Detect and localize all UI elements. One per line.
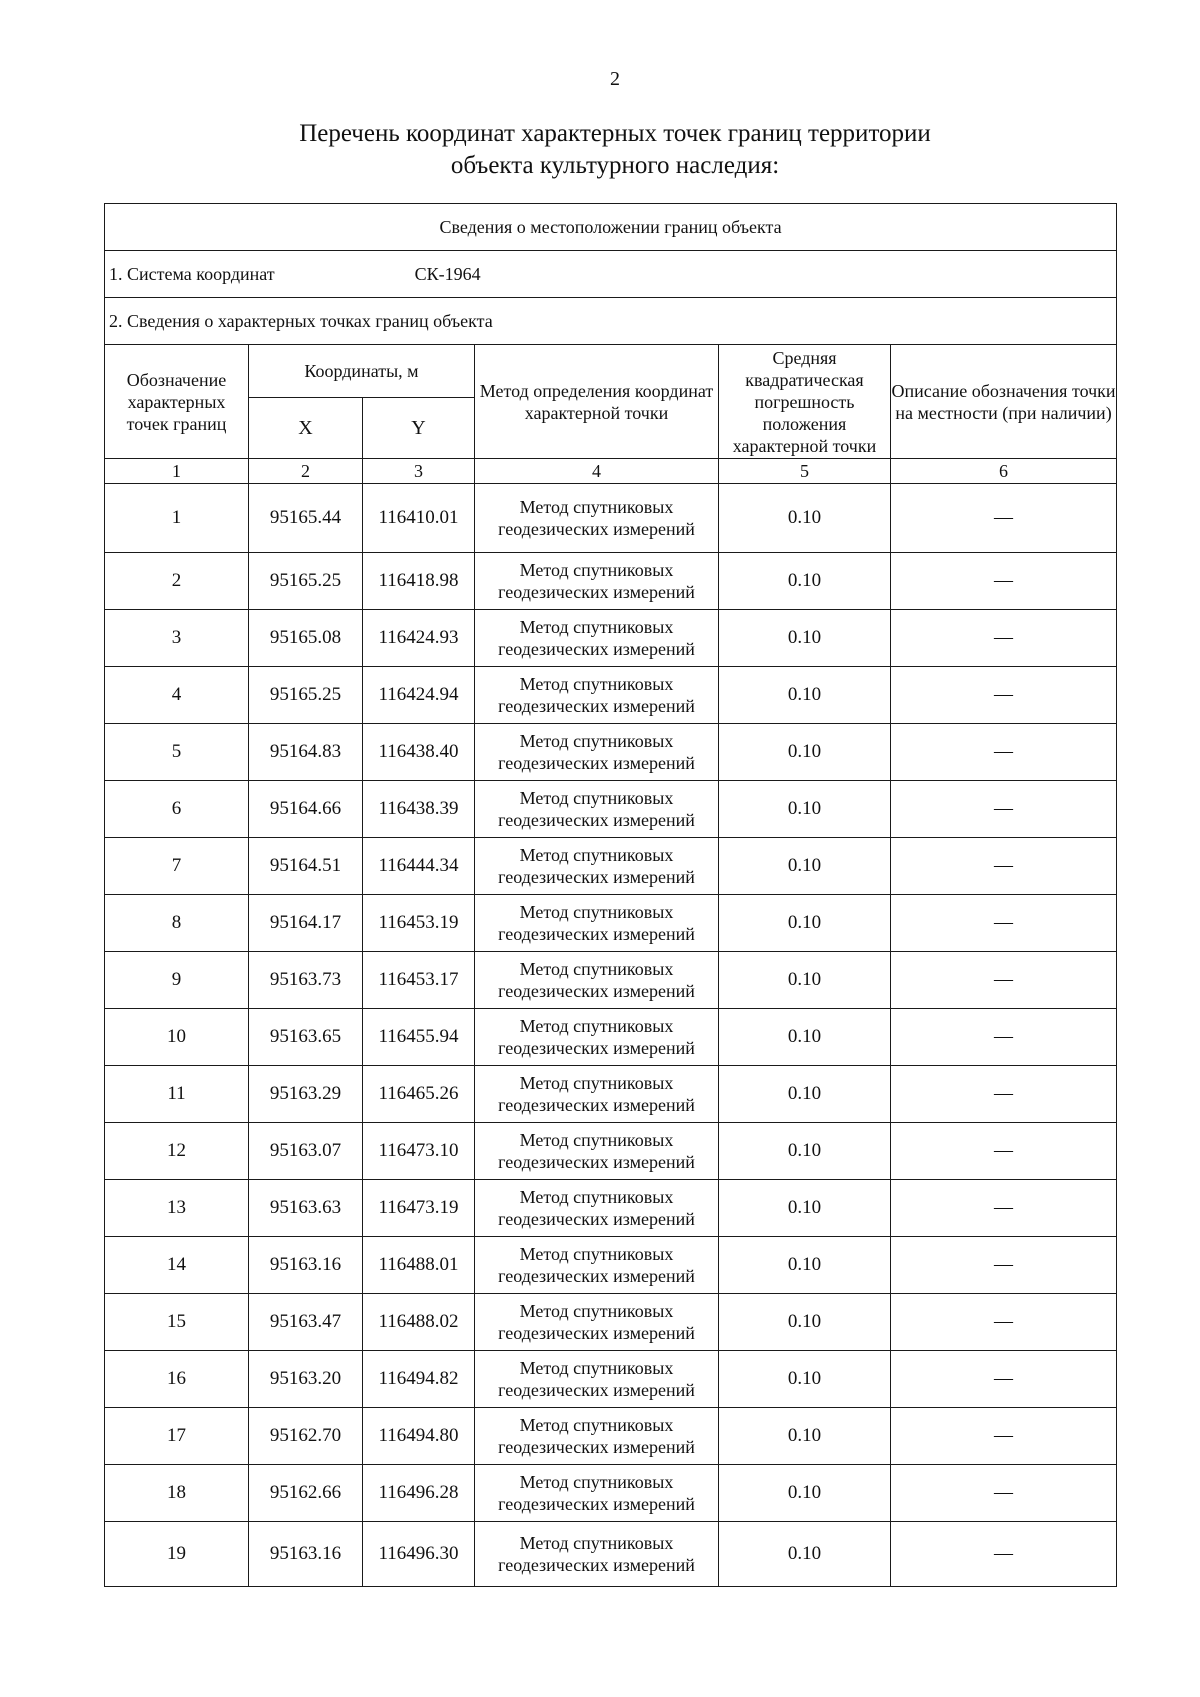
coordinates-table	[104, 203, 1117, 1587]
cell-y: 116496.30	[363, 1522, 475, 1587]
cell-x: 95163.29	[249, 1066, 363, 1123]
cell-x: 95165.25	[249, 553, 363, 610]
cell-y: 116453.19	[363, 895, 475, 952]
cell-point: 8	[105, 895, 249, 952]
cell-point: 14	[105, 1237, 249, 1294]
cell-error: 0.10	[719, 484, 891, 553]
cell-y: 116494.82	[363, 1351, 475, 1408]
section-title: Сведения о местоположении границ объекта	[105, 204, 1117, 251]
cell-y: 116496.28	[363, 1465, 475, 1522]
cell-x: 95165.44	[249, 484, 363, 553]
cell-x: 95163.07	[249, 1123, 363, 1180]
cell-method: Метод спутниковых геодезических измерений	[475, 1408, 719, 1465]
cell-x: 95163.16	[249, 1522, 363, 1587]
cell-x: 95163.20	[249, 1351, 363, 1408]
cell-point: 1	[105, 484, 249, 553]
cell-x: 95163.63	[249, 1180, 363, 1237]
table-row	[105, 553, 1117, 610]
points-section-label: 2. Сведения о характерных точках границ объекта	[105, 298, 1117, 345]
header-description: Описание обозначения точки на местности (при наличии)	[891, 345, 1117, 459]
cell-x: 95162.66	[249, 1465, 363, 1522]
document-title	[0, 118, 1200, 182]
column-number-1: 1	[105, 459, 249, 484]
table-row	[105, 667, 1117, 724]
cell-y: 116438.39	[363, 781, 475, 838]
coord-system-row	[105, 251, 1117, 298]
cell-error: 0.10	[719, 1180, 891, 1237]
header-method: Метод определения координат характерной точки	[475, 345, 719, 459]
header-coords: Координаты, м	[249, 345, 475, 398]
table-row	[105, 1465, 1117, 1522]
cell-y: 116494.80	[363, 1408, 475, 1465]
table-row	[105, 1294, 1117, 1351]
cell-error: 0.10	[719, 724, 891, 781]
cell-description: —	[891, 1294, 1117, 1351]
cell-y: 116424.94	[363, 667, 475, 724]
cell-y: 116410.01	[363, 484, 475, 553]
cell-error: 0.10	[719, 1522, 891, 1587]
cell-x: 95164.83	[249, 724, 363, 781]
cell-point: 13	[105, 1180, 249, 1237]
table-row	[105, 724, 1117, 781]
column-number-2: 2	[249, 459, 363, 484]
coord-system-value: СК-1964	[414, 263, 481, 284]
cell-error: 0.10	[719, 1351, 891, 1408]
table-row	[105, 895, 1117, 952]
cell-method: Метод спутниковых геодезических измерений	[475, 1465, 719, 1522]
cell-y: 116453.17	[363, 952, 475, 1009]
cell-method: Метод спутниковых геодезических измерений	[475, 484, 719, 553]
cell-method: Метод спутниковых геодезических измерений	[475, 1009, 719, 1066]
column-number-5: 5	[719, 459, 891, 484]
cell-description: —	[891, 1237, 1117, 1294]
cell-x: 95163.16	[249, 1237, 363, 1294]
header-point: Обозначение характерных точек границ	[105, 345, 249, 459]
cell-error: 0.10	[719, 667, 891, 724]
cell-method: Метод спутниковых геодезических измерений	[475, 895, 719, 952]
table-row	[105, 484, 1117, 553]
table-row	[105, 1066, 1117, 1123]
cell-point: 2	[105, 553, 249, 610]
table-row	[105, 1009, 1117, 1066]
cell-point: 7	[105, 838, 249, 895]
cell-method: Метод спутниковых геодезических измерений	[475, 1237, 719, 1294]
cell-point: 11	[105, 1066, 249, 1123]
cell-error: 0.10	[719, 1294, 891, 1351]
cell-point: 12	[105, 1123, 249, 1180]
cell-description: —	[891, 1066, 1117, 1123]
cell-description: —	[891, 1009, 1117, 1066]
cell-error: 0.10	[719, 553, 891, 610]
cell-x: 95163.47	[249, 1294, 363, 1351]
table-row	[105, 781, 1117, 838]
table-row	[105, 1408, 1117, 1465]
header-y: Y	[363, 398, 475, 459]
cell-description: —	[891, 1522, 1117, 1587]
cell-description: —	[891, 667, 1117, 724]
cell-error: 0.10	[719, 1408, 891, 1465]
cell-method: Метод спутниковых геодезических измерений	[475, 1123, 719, 1180]
table-row	[105, 952, 1117, 1009]
cell-description: —	[891, 781, 1117, 838]
cell-x: 95165.08	[249, 610, 363, 667]
cell-method: Метод спутниковых геодезических измерений	[475, 1522, 719, 1587]
table-row	[105, 1237, 1117, 1294]
cell-point: 10	[105, 1009, 249, 1066]
cell-method: Метод спутниковых геодезических измерений	[475, 667, 719, 724]
cell-error: 0.10	[719, 838, 891, 895]
cell-description: —	[891, 952, 1117, 1009]
page-number: 2	[610, 68, 620, 90]
column-number-6: 6	[891, 459, 1117, 484]
cell-y: 116418.98	[363, 553, 475, 610]
cell-x: 95164.66	[249, 781, 363, 838]
cell-description: —	[891, 895, 1117, 952]
table-row	[105, 1123, 1117, 1180]
cell-point: 3	[105, 610, 249, 667]
cell-x: 95164.17	[249, 895, 363, 952]
cell-method: Метод спутниковых геодезических измерений	[475, 1066, 719, 1123]
cell-y: 116488.01	[363, 1237, 475, 1294]
cell-description: —	[891, 610, 1117, 667]
cell-point: 5	[105, 724, 249, 781]
cell-point: 19	[105, 1522, 249, 1587]
cell-error: 0.10	[719, 610, 891, 667]
cell-error: 0.10	[719, 1066, 891, 1123]
table-row	[105, 838, 1117, 895]
cell-y: 116424.93	[363, 610, 475, 667]
cell-y: 116438.40	[363, 724, 475, 781]
coord-system-label: 1. Система координат	[109, 263, 275, 284]
cell-description: —	[891, 1180, 1117, 1237]
cell-method: Метод спутниковых геодезических измерений	[475, 1351, 719, 1408]
cell-method: Метод спутниковых геодезических измерений	[475, 1294, 719, 1351]
cell-method: Метод спутниковых геодезических измерений	[475, 952, 719, 1009]
cell-point: 17	[105, 1408, 249, 1465]
cell-y: 116444.34	[363, 838, 475, 895]
cell-method: Метод спутниковых геодезических измерений	[475, 553, 719, 610]
cell-y: 116455.94	[363, 1009, 475, 1066]
cell-description: —	[891, 838, 1117, 895]
cell-error: 0.10	[719, 781, 891, 838]
cell-x: 95163.65	[249, 1009, 363, 1066]
cell-x: 95164.51	[249, 838, 363, 895]
document-title-line-2: объекта культурного наследия:	[450, 152, 780, 179]
cell-y: 116488.02	[363, 1294, 475, 1351]
cell-description: —	[891, 1351, 1117, 1408]
cell-error: 0.10	[719, 952, 891, 1009]
cell-y: 116465.26	[363, 1066, 475, 1123]
table-row	[105, 1522, 1117, 1587]
cell-method: Метод спутниковых геодезических измерений	[475, 781, 719, 838]
cell-method: Метод спутниковых геодезических измерений	[475, 610, 719, 667]
cell-point: 6	[105, 781, 249, 838]
cell-method: Метод спутниковых геодезических измерений	[475, 1180, 719, 1237]
cell-x: 95163.73	[249, 952, 363, 1009]
cell-y: 116473.19	[363, 1180, 475, 1237]
table-row	[105, 1180, 1117, 1237]
cell-y: 116473.10	[363, 1123, 475, 1180]
cell-x: 95162.70	[249, 1408, 363, 1465]
cell-point: 15	[105, 1294, 249, 1351]
cell-error: 0.10	[719, 1123, 891, 1180]
table-row	[105, 1351, 1117, 1408]
cell-point: 18	[105, 1465, 249, 1522]
column-number-4: 4	[475, 459, 719, 484]
cell-method: Метод спутниковых геодезических измерений	[475, 724, 719, 781]
cell-description: —	[891, 553, 1117, 610]
cell-error: 0.10	[719, 1009, 891, 1066]
cell-description: —	[891, 724, 1117, 781]
cell-error: 0.10	[719, 1237, 891, 1294]
cell-description: —	[891, 1408, 1117, 1465]
cell-point: 16	[105, 1351, 249, 1408]
document-title-line-1: Перечень координат характерных точек границ территории	[299, 120, 931, 147]
cell-description: —	[891, 1123, 1117, 1180]
cell-description: —	[891, 484, 1117, 553]
cell-point: 4	[105, 667, 249, 724]
cell-point: 9	[105, 952, 249, 1009]
header-error: Средняя квадратическая погрешность положения характерной точки	[719, 345, 891, 459]
cell-description: —	[891, 1465, 1117, 1522]
cell-error: 0.10	[719, 895, 891, 952]
column-number-3: 3	[363, 459, 475, 484]
header-x: X	[249, 398, 363, 459]
cell-method: Метод спутниковых геодезических измерений	[475, 838, 719, 895]
table-row	[105, 610, 1117, 667]
cell-x: 95165.25	[249, 667, 363, 724]
cell-error: 0.10	[719, 1465, 891, 1522]
